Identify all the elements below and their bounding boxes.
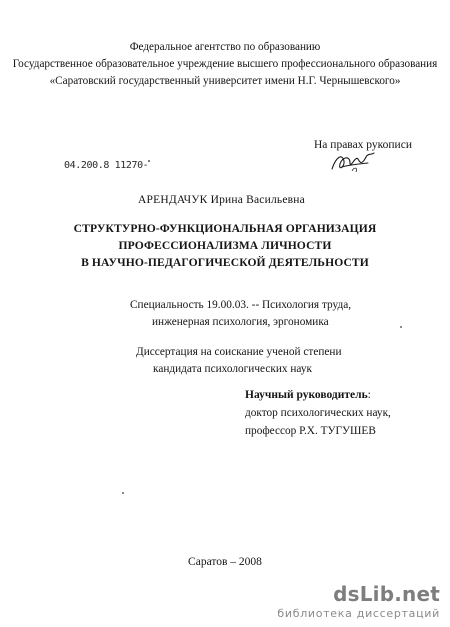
watermark xyxy=(277,583,440,621)
supervisor-name: профессор Р.Х. ТУГУШЕВ xyxy=(245,425,376,437)
supervisor-degree: доктор психологических наук, xyxy=(245,407,391,419)
handwritten-signature xyxy=(328,147,376,177)
university-line: «Саратовский государственный университет имени Н.Г. Чернышевского» xyxy=(49,75,401,87)
title-line-1: СТРУКТУРНО-ФУНКЦИОНАЛЬНАЯ ОРГАНИЗАЦИЯ xyxy=(73,222,377,235)
watermark-logo: dsLib.net xyxy=(333,582,440,606)
specialty-line-1: Специальность 19.00.03. -- Психология труда, xyxy=(130,299,352,311)
specialty-line-2: инженерная психология, эргономика xyxy=(152,316,329,328)
scan-speck xyxy=(122,492,124,494)
supervisor-label-colon: : xyxy=(367,389,371,401)
supervisor-label xyxy=(245,389,371,401)
institution-line: Государственное образовательное учреждение высшего профессионального образования xyxy=(12,58,438,70)
manuscript-rights-note: На правах рукописи xyxy=(314,139,412,151)
dissertation-line-2: кандидата психологических наук xyxy=(153,363,312,375)
supervisor-label-text: Научный руководитель xyxy=(245,389,368,401)
watermark-subtitle: библиотека диссертаций xyxy=(277,607,440,620)
library-code-stamp: 04.200.8 11270- xyxy=(64,160,149,171)
agency-line: Федеральное агентство по образованию xyxy=(129,41,321,53)
scan-speck xyxy=(148,160,150,162)
author-name: АРЕНДАЧУК Ирина Васильевна xyxy=(138,194,305,206)
title-line-3: В НАУЧНО-ПЕДАГОГИЧЕСКОЙ ДЕЯТЕЛЬНОСТИ xyxy=(81,256,369,269)
title-line-2: ПРОФЕССИОНАЛИЗМА ЛИЧНОСТИ xyxy=(118,239,332,252)
scan-speck xyxy=(400,326,402,328)
dissertation-line-1: Диссертация на соискание ученой степени xyxy=(136,346,342,358)
city-year: Саратов – 2008 xyxy=(188,556,262,568)
